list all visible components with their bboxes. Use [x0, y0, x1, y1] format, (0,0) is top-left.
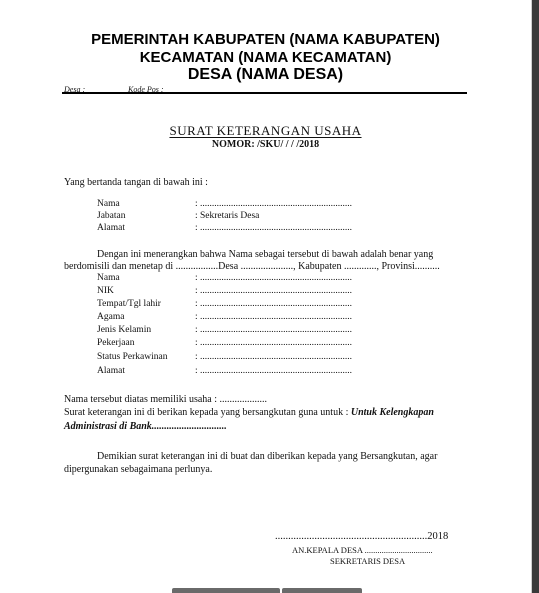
subject-gender-value: : ................................................................ [195, 325, 353, 335]
subject-name-value: : ................................................................ [195, 273, 353, 283]
purpose-bold-2: Administrasi di Bank.............................. [64, 421, 227, 432]
purpose-plain: Surat keterangan ini di berikan kepada yang bersangkutan guna untuk : [64, 407, 351, 418]
subject-religion-value: : ................................................................ [195, 312, 353, 322]
intro-text: Yang bertanda tangan di bawah ini : [64, 177, 208, 188]
document-number: NOMOR: /SKU/ / / /2018 [211, 139, 320, 150]
signer-address-value: : ................................................................ [195, 223, 353, 233]
header-line-3: DESA (NAMA DESA) [187, 66, 344, 83]
signer-position-value: : Sekretaris Desa [195, 211, 260, 221]
header-divider [62, 92, 467, 94]
signer-name-value: : ................................................................ [195, 199, 353, 209]
signature-line-1: AN.KEPALA DESA ................................ [292, 545, 433, 555]
page-edge-marker-right [282, 588, 362, 593]
date-line: ..........................................................2018 [275, 531, 449, 542]
subject-job-value: : ................................................................ [195, 338, 353, 348]
purpose-line [64, 407, 434, 418]
header-line-2: KECAMATAN (NAMA KECAMATAN) [139, 49, 392, 66]
kodepos-label: Kode Pos : [128, 85, 164, 94]
subject-birth-label: Tempat/Tgl lahir [97, 299, 161, 309]
desa-label: Desa : [64, 85, 86, 94]
signer-address-label: Alamat [97, 223, 125, 233]
vertical-scrollbar[interactable] [532, 0, 539, 593]
purpose-bold-1: Untuk Kelengkapan [350, 407, 434, 418]
subject-birth-value: : ................................................................ [195, 299, 353, 309]
subject-gender-label: Jenis Kelamin [97, 325, 152, 335]
signer-name-label: Nama [97, 199, 120, 209]
subject-religion-label: Agama [97, 312, 125, 322]
header-line-1: PEMERINTAH KABUPATEN (NAMA KABUPATEN) [91, 31, 440, 48]
statement-line-1: Dengan ini menerangkan bahwa Nama sebagai tersebut di bawah adalah benar yang [97, 249, 434, 260]
statement-line-2: berdomisili dan menetap di .................Desa ....................., Kabupaten ............., Provinsi.......... [64, 261, 440, 272]
subject-nik-label: NIK [97, 286, 114, 296]
subject-nik-value: : ................................................................ [195, 286, 353, 296]
document-title: SURAT KETERANGAN USAHA [169, 123, 362, 138]
subject-address-label: Alamat [97, 366, 125, 376]
page-edge-marker-left [172, 588, 280, 593]
closing-line-1: Demikian surat keterangan ini di buat dan diberikan kepada yang Bersangkutan, agar [97, 451, 438, 462]
subject-address-value: : ................................................................ [195, 366, 353, 376]
subject-marital-value: : ................................................................ [195, 352, 353, 362]
subject-marital-label: Status Perkawinan [97, 352, 168, 362]
subject-job-label: Pekerjaan [97, 338, 135, 348]
signer-position-label: Jabatan [97, 211, 126, 221]
usaha-line: Nama tersebut diatas memiliki usaha : ................... [64, 394, 268, 405]
subject-name-label: Nama [97, 273, 120, 283]
signature-line-2: SEKRETARIS DESA [330, 556, 406, 566]
closing-line-2: dipergunakan sebagaimana perlunya. [64, 464, 213, 475]
